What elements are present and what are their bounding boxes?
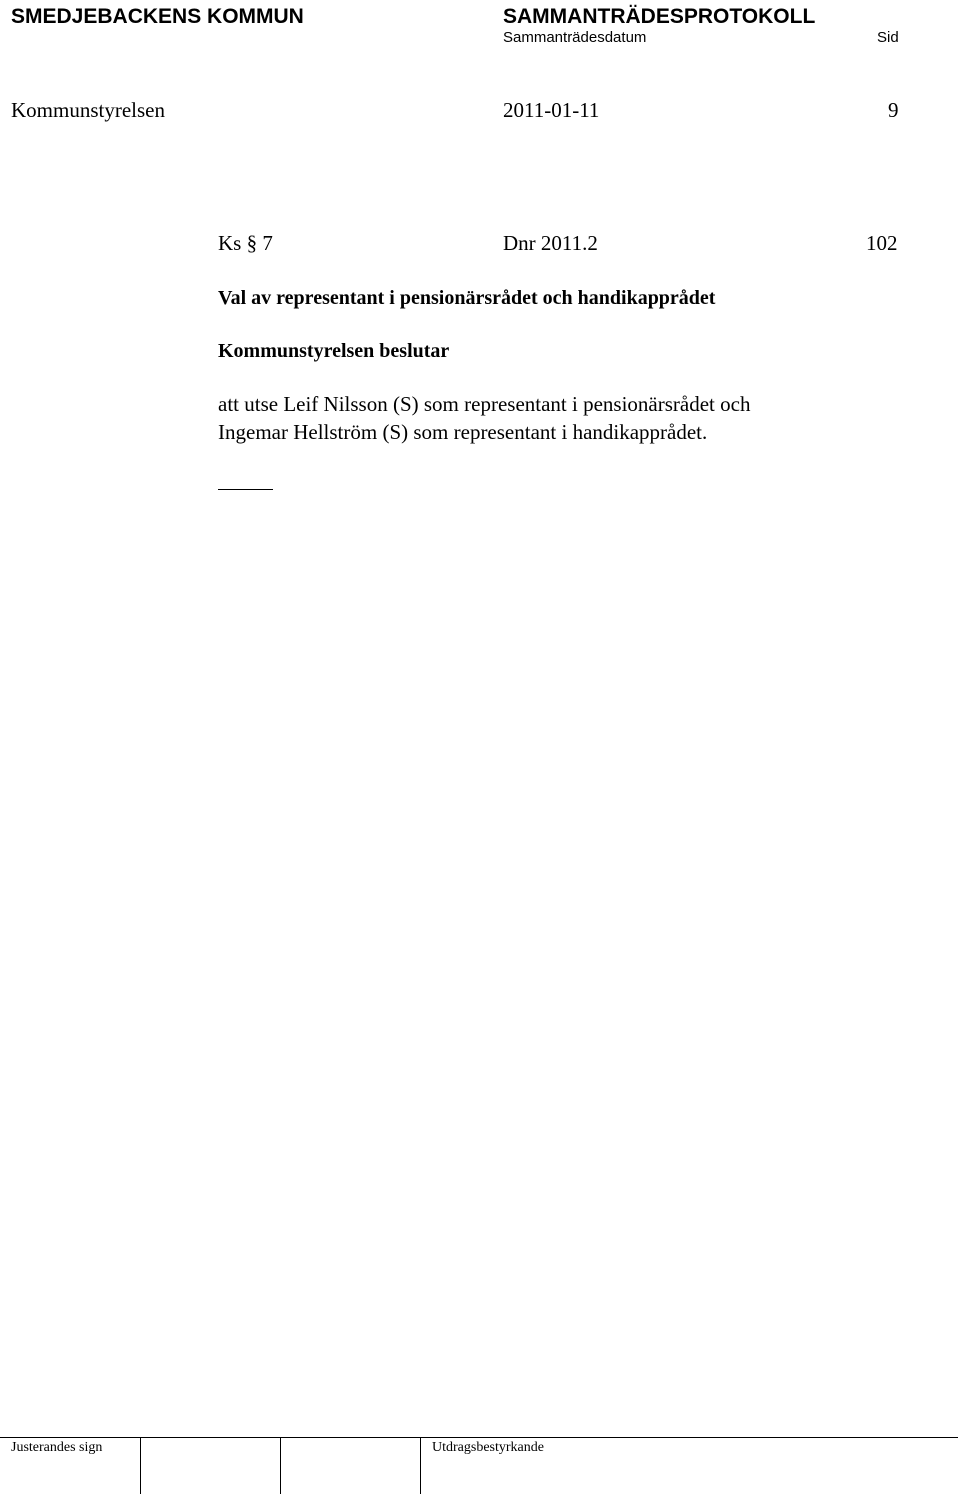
footer-divider-1 — [140, 1437, 141, 1494]
date-label: Sammanträdesdatum — [503, 29, 647, 46]
decision-text-line-2: Ingemar Hellström (S) som representant i handikapprådet. — [218, 420, 708, 444]
case-title: Val av representant i pensionärsrådet och handikapprådet — [218, 287, 716, 309]
footer-rule — [0, 1437, 958, 1438]
page-label: Sid — [877, 29, 899, 46]
page-number: 9 — [888, 98, 899, 122]
dnr-number: Dnr 2011.2 — [503, 231, 598, 255]
section-end-rule — [218, 489, 273, 490]
paragraph-number: Ks § 7 — [218, 231, 273, 255]
organisation-name: SMEDJEBACKENS KOMMUN — [11, 5, 304, 28]
document-type: SAMMANTRÄDESPROTOKOLL — [503, 5, 816, 28]
sign-label: Justerandes sign — [11, 1440, 103, 1455]
decision-heading: Kommunstyrelsen beslutar — [218, 340, 450, 362]
case-number: 102 — [866, 231, 898, 255]
committee-name: Kommunstyrelsen — [11, 98, 165, 122]
footer-divider-3 — [420, 1437, 421, 1494]
footer-divider-2 — [280, 1437, 281, 1494]
meeting-date: 2011-01-11 — [503, 98, 600, 122]
decision-text-line-1: att utse Leif Nilsson (S) som representant i pensionärsrådet och — [218, 392, 751, 416]
extract-label: Utdragsbestyrkande — [432, 1440, 544, 1455]
